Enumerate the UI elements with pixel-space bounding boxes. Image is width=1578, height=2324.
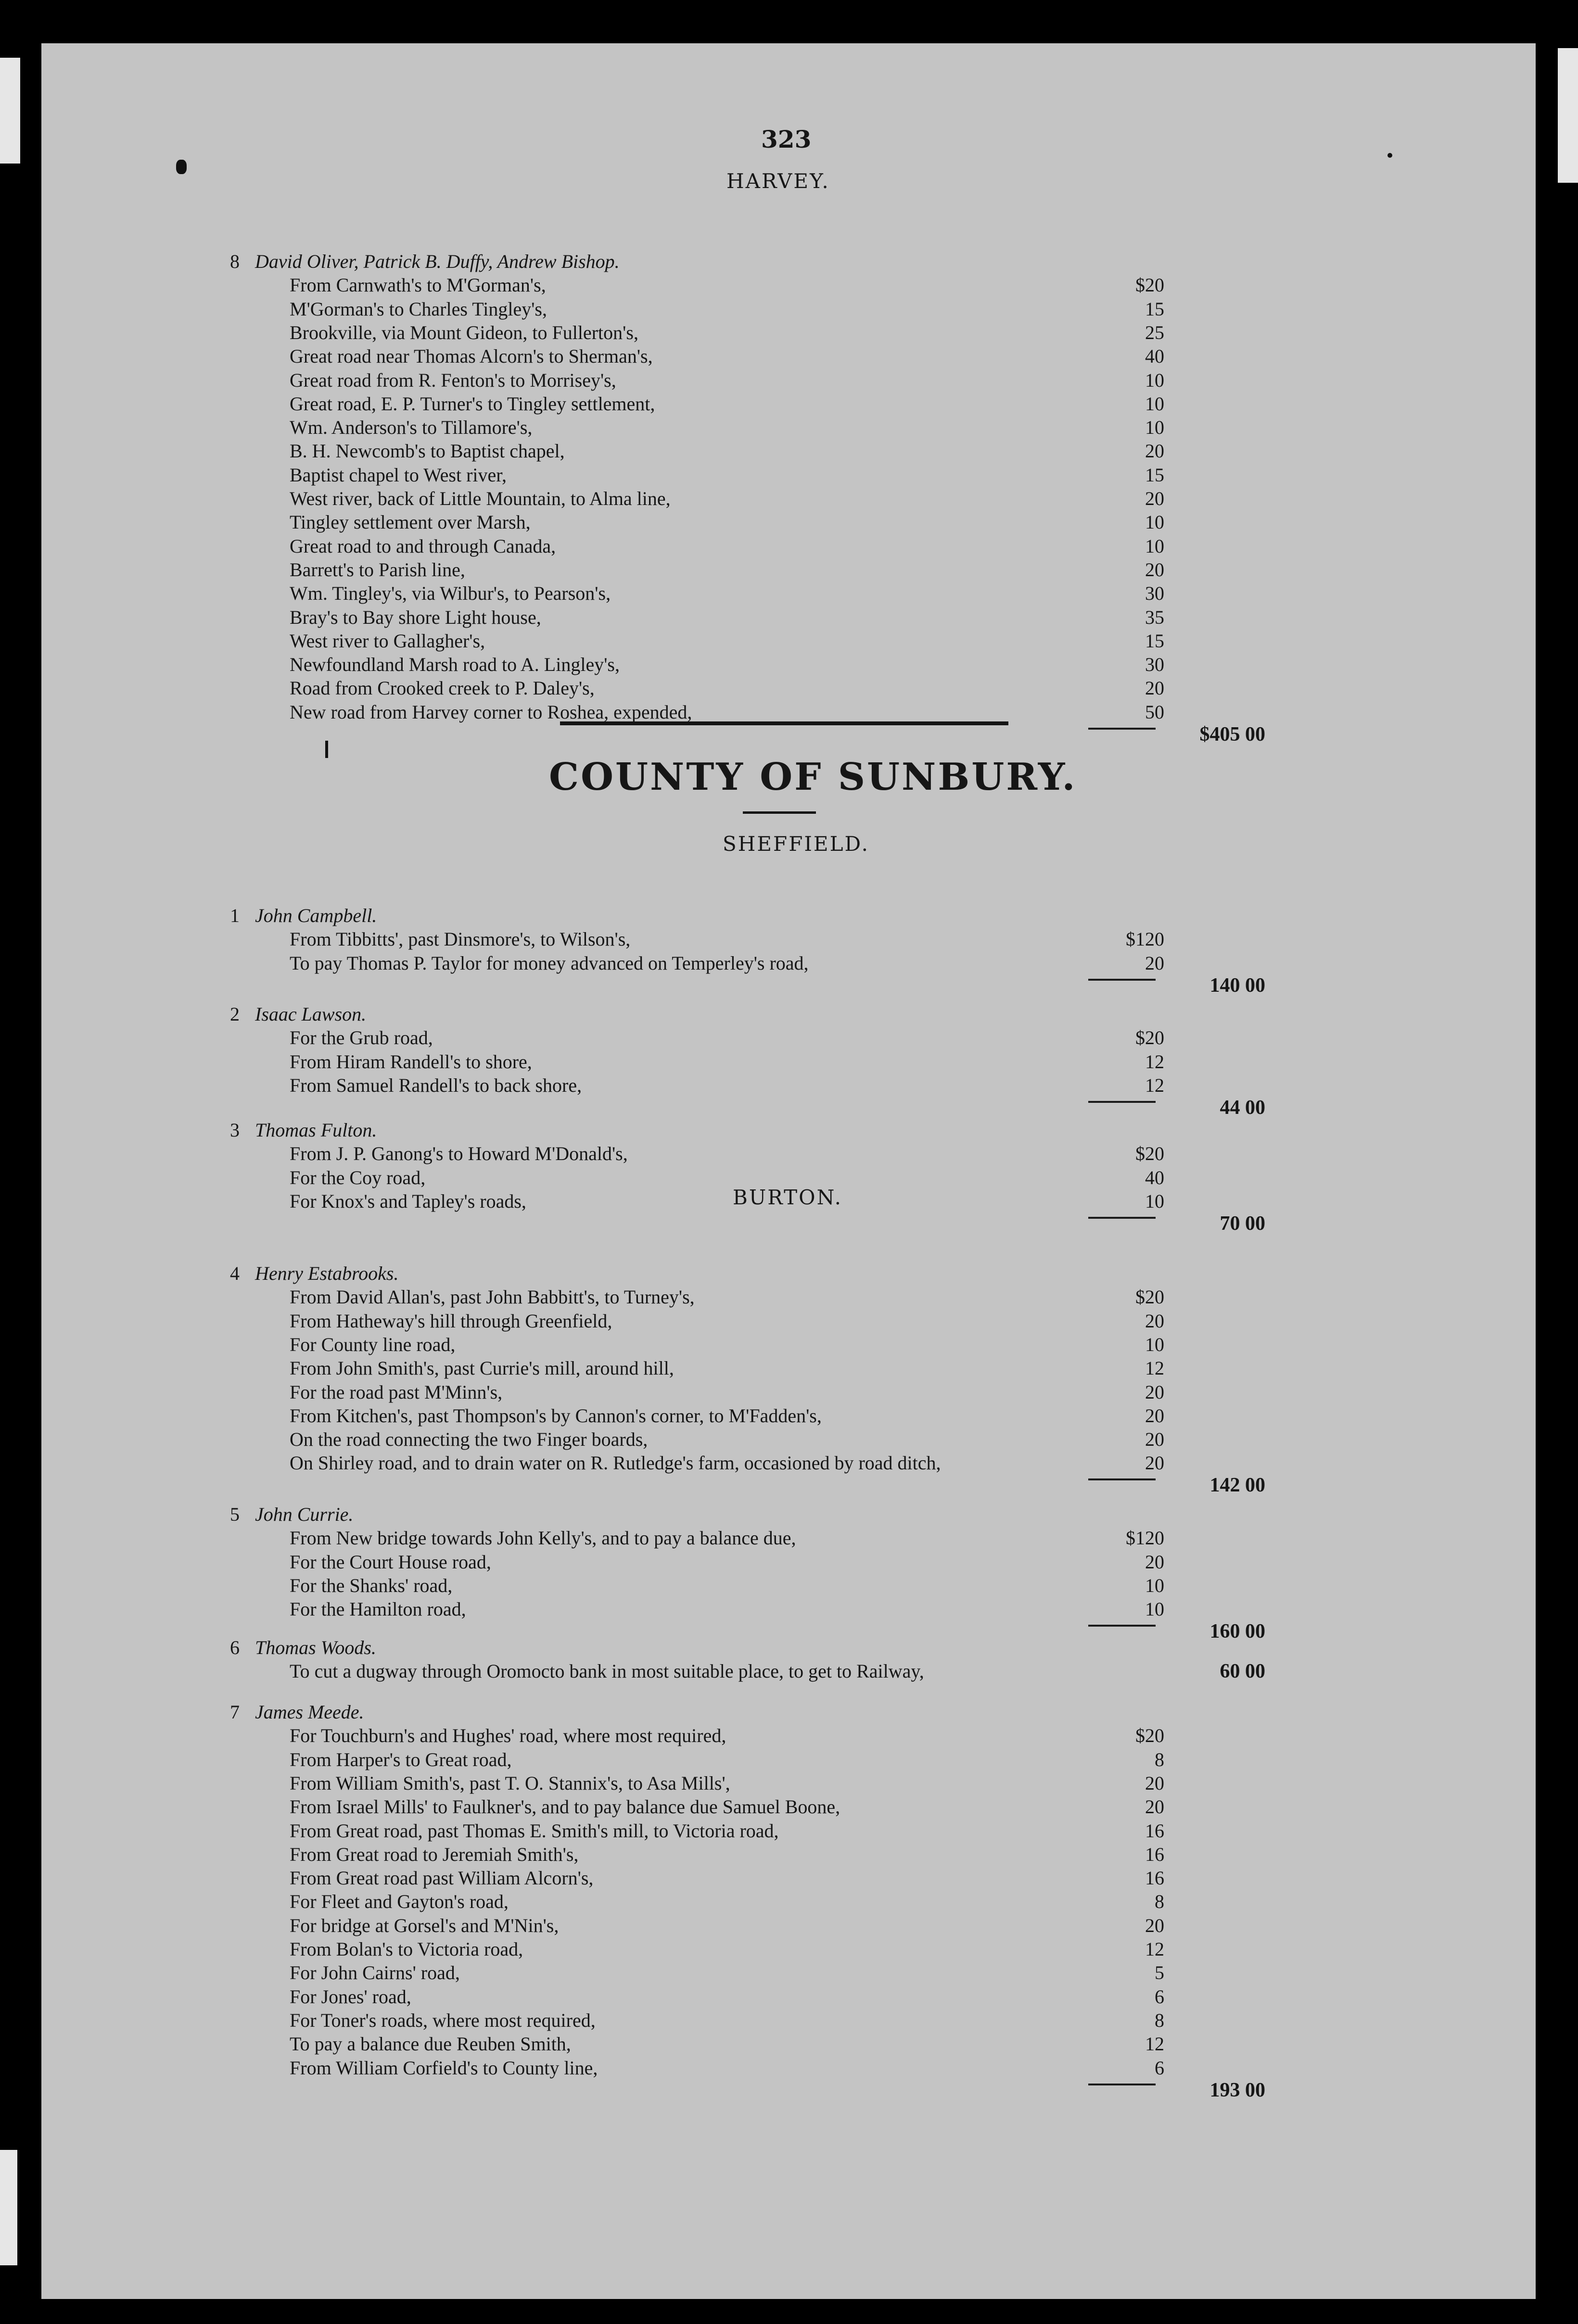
document-page [41, 43, 1536, 2299]
road-item-amount: 30 [1145, 654, 1164, 676]
road-item-description: For County line road, [290, 1333, 456, 1355]
road-item-description: From Israel Mills' to Faulkner's, and to pay balance due Samuel Boone, [290, 1796, 840, 1818]
road-item-description: Great road near Thomas Alcorn's to Sherman's, [290, 345, 653, 367]
road-item-amount: 10 [1145, 1574, 1164, 1596]
road-item-description: From Great road to Jeremiah Smith's, [290, 1843, 579, 1865]
road-item-amount: 10 [1145, 417, 1164, 439]
section-heading-harvey: HARVEY. [726, 169, 830, 193]
road-item-description: Brookville, via Mount Gideon, to Fullerton's, [290, 321, 638, 343]
road-item-description: For Jones' road, [290, 1985, 411, 2008]
commissioner-names: Henry Estabrooks. [255, 1263, 399, 1284]
road-item-amount: $20 [1135, 274, 1164, 296]
road-item-description: For the Shanks' road, [290, 1574, 453, 1596]
road-item-amount: 20 [1145, 1428, 1164, 1451]
subtotal-rule [1088, 1625, 1156, 1627]
road-item-description: For Knox's and Tapley's roads, [290, 1190, 526, 1212]
commissioner-names: James Meede. [255, 1701, 364, 1723]
entry-number: 6 [230, 1637, 240, 1658]
section-heading-sheffield: SHEFFIELD. [723, 832, 870, 856]
subtotal-rule [1088, 1217, 1156, 1219]
road-item-amount: 40 [1145, 1166, 1164, 1188]
road-item-description: Great road to and through Canada, [290, 535, 556, 557]
commissioner-names: Isaac Lawson. [255, 1003, 367, 1025]
road-item-description: For the Hamilton road, [290, 1598, 466, 1620]
road-item-amount: 16 [1145, 1843, 1164, 1865]
ink-blot [176, 160, 187, 174]
road-item-description: On Shirley road, and to drain water on R. Rutledge's farm, occasioned by road ditch, [290, 1452, 941, 1474]
road-item-amount: 20 [1145, 440, 1164, 462]
entry-total: 140 00 [1209, 974, 1265, 997]
road-item-description: From William Corfield's to County line, [290, 2057, 598, 2079]
entry-number: 8 [230, 251, 240, 272]
road-item-amount: 10 [1145, 1333, 1164, 1355]
subtotal-rule [1088, 2084, 1156, 2085]
road-item-amount: $20 [1135, 1286, 1164, 1308]
road-item-amount: 20 [1145, 952, 1164, 974]
road-item-description: Baptist chapel to West river, [290, 464, 507, 486]
road-item-description: Great road, E. P. Turner's to Tingley settlement, [290, 392, 655, 415]
road-item-amount: 20 [1145, 1404, 1164, 1427]
commissioner-names: Thomas Fulton. [255, 1119, 377, 1141]
road-item-description: For the Coy road, [290, 1166, 426, 1188]
subtotal-rule [1088, 979, 1156, 981]
road-item-amount: $20 [1135, 1725, 1164, 1747]
entry-number: 7 [230, 1701, 240, 1723]
road-item-amount: 12 [1145, 1074, 1164, 1096]
road-item-amount: 15 [1145, 298, 1164, 320]
road-item-amount: 10 [1145, 1190, 1164, 1212]
road-item-description: From Bolan's to Victoria road, [290, 1938, 523, 1960]
road-item-amount: $120 [1126, 928, 1164, 950]
entry-number: 1 [230, 905, 240, 926]
road-item-description: West river, back of Little Mountain, to Alma line, [290, 488, 671, 509]
road-item-description: From Kitchen's, past Thompson's by Cannon's corner, to M'Fadden's, [290, 1404, 822, 1427]
road-item-amount: 20 [1145, 677, 1164, 699]
road-item-description: Tingley settlement over Marsh, [290, 511, 531, 533]
commissioner-names: David Oliver, Patrick B. Duffy, Andrew Bishop. [255, 251, 620, 272]
road-item-description: From Tibbitts', past Dinsmore's, to Wilson's, [290, 928, 631, 950]
road-item-description: Great road from R. Fenton's to Morrisey's, [290, 369, 616, 391]
commissioner-names: John Campbell. [255, 905, 377, 926]
road-item-description: B. H. Newcomb's to Baptist chapel, [290, 440, 565, 462]
road-item-description: Barrett's to Parish line, [290, 558, 465, 581]
road-item-description: For the Grub road, [290, 1027, 433, 1049]
road-item-description: Wm. Tingley's, via Wilbur's, to Pearson's, [290, 582, 611, 605]
road-item-description: Newfoundland Marsh road to A. Lingley's, [290, 654, 620, 676]
road-item-description: To pay a balance due Reuben Smith, [290, 2033, 571, 2055]
road-item-amount: 35 [1145, 606, 1164, 628]
road-item-amount: $20 [1135, 1143, 1164, 1165]
road-item-description: From Great road past William Alcorn's, [290, 1867, 594, 1889]
commissioner-names: Thomas Woods. [255, 1637, 376, 1658]
road-item-amount: 12 [1145, 1357, 1164, 1379]
road-item-description: To cut a dugway through Oromocto bank in most suitable place, to get to Railway, [290, 1660, 924, 1682]
county-heading: COUNTY OF SUNBURY. [549, 755, 1077, 799]
entry-total: 160 00 [1209, 1620, 1265, 1643]
road-item-amount: 10 [1145, 535, 1164, 557]
entry-total: 193 00 [1209, 2079, 1265, 2101]
road-item-description: For bridge at Gorsel's and M'Nin's, [290, 1914, 559, 1936]
entry-total: 142 00 [1209, 1474, 1265, 1497]
road-item-amount: 15 [1145, 464, 1164, 486]
road-item-amount: 40 [1145, 345, 1164, 367]
road-item-amount: 10 [1145, 392, 1164, 415]
road-item-description: From William Smith's, past T. O. Stannix's, to Asa Mills', [290, 1772, 730, 1794]
road-item-description: Road from Crooked creek to P. Daley's, [290, 677, 595, 699]
scan-edge-tab [0, 58, 20, 164]
road-item-description: New road from Harvey corner to Roshea, expended, [290, 701, 692, 723]
road-item-amount: 10 [1145, 1598, 1164, 1620]
road-item-amount: 20 [1145, 1310, 1164, 1332]
road-item-amount: 8 [1155, 1748, 1164, 1770]
road-item-description: For the Court House road, [290, 1551, 491, 1573]
road-item-amount: 20 [1145, 1381, 1164, 1403]
road-item-description: From New bridge towards John Kelly's, and to pay a balance due, [290, 1527, 796, 1549]
road-item-description: For John Cairns' road, [290, 1962, 460, 1984]
road-item-amount: 25 [1145, 321, 1164, 343]
road-item-amount: 16 [1145, 1867, 1164, 1889]
scan-edge-tab [0, 2150, 17, 2265]
road-item-amount: 10 [1145, 511, 1164, 533]
road-item-description: From Hiram Randell's to shore, [290, 1050, 532, 1073]
road-item-description: From Hatheway's hill through Greenfield, [290, 1310, 612, 1332]
road-item-amount: 15 [1145, 630, 1164, 652]
road-item-amount: 12 [1145, 1050, 1164, 1073]
road-item-description: From Harper's to Great road, [290, 1748, 512, 1770]
road-item-amount: 6 [1155, 2057, 1164, 2079]
entry-total: 70 00 [1220, 1212, 1265, 1235]
road-item-description: Wm. Anderson's to Tillamore's, [290, 417, 533, 439]
road-item-amount: 16 [1145, 1819, 1164, 1842]
road-item-amount: $20 [1135, 1027, 1164, 1049]
ink-mark [325, 741, 328, 758]
entry-number: 5 [230, 1503, 240, 1525]
road-item-description: From Carnwath's to M'Gorman's, [290, 274, 546, 296]
road-item-description: From Great road, past Thomas E. Smith's mill, to Victoria road, [290, 1819, 779, 1842]
road-item-description: From David Allan's, past John Babbitt's, to Turney's, [290, 1286, 695, 1308]
road-item-description: From John Smith's, past Currie's mill, around hill, [290, 1357, 674, 1379]
road-item-description: For Toner's roads, where most required, [290, 2009, 596, 2031]
entry-number: 4 [230, 1263, 240, 1284]
road-item-description: From J. P. Ganong's to Howard M'Donald's, [290, 1143, 628, 1165]
road-item-amount: 8 [1155, 1891, 1164, 1913]
entry-total: $405 00 [1199, 723, 1265, 745]
page-number: 323 [761, 125, 812, 153]
road-item-description: For the road past M'Minn's, [290, 1381, 503, 1403]
road-item-description: For Fleet and Gayton's road, [290, 1891, 509, 1913]
road-item-description: West river to Gallagher's, [290, 630, 485, 652]
entry-total: 60 00 [1220, 1660, 1265, 1683]
road-item-amount: 20 [1145, 488, 1164, 509]
road-item-amount: 20 [1145, 1551, 1164, 1573]
road-item-amount: 5 [1155, 1962, 1164, 1984]
road-item-amount: 10 [1145, 369, 1164, 391]
subtotal-rule [1088, 728, 1156, 730]
road-item-amount: 20 [1145, 1796, 1164, 1818]
road-item-amount: $120 [1126, 1527, 1164, 1549]
road-item-amount: 6 [1155, 1985, 1164, 2008]
county-underline [743, 811, 816, 814]
entry-number: 3 [230, 1119, 240, 1141]
road-item-amount: 20 [1145, 1914, 1164, 1936]
road-item-amount: 8 [1155, 2009, 1164, 2031]
road-item-amount: 20 [1145, 1452, 1164, 1474]
road-item-amount: 20 [1145, 558, 1164, 581]
section-heading-burton: BURTON. [733, 1186, 843, 1209]
commissioner-names: John Currie. [255, 1503, 354, 1525]
road-item-description: To pay Thomas P. Taylor for money advanced on Temperley's road, [290, 952, 809, 974]
road-item-amount: 20 [1145, 1772, 1164, 1794]
scan-edge-tab [1558, 48, 1578, 183]
road-item-description: From Samuel Randell's to back shore, [290, 1074, 582, 1096]
road-item-description: Bray's to Bay shore Light house, [290, 606, 541, 628]
road-item-description: For Touchburn's and Hughes' road, where most required, [290, 1725, 726, 1747]
road-item-description: On the road connecting the two Finger boards, [290, 1428, 648, 1451]
ink-mark [1387, 153, 1392, 158]
entry-total: 44 00 [1220, 1096, 1265, 1119]
road-item-amount: 12 [1145, 2033, 1164, 2055]
entry-number: 2 [230, 1003, 240, 1025]
road-item-amount: 12 [1145, 1938, 1164, 1960]
subtotal-rule [1088, 1101, 1156, 1103]
road-item-description: M'Gorman's to Charles Tingley's, [290, 298, 547, 320]
subtotal-rule [1088, 1478, 1156, 1480]
road-item-amount: 50 [1145, 701, 1164, 723]
road-item-amount: 30 [1145, 582, 1164, 605]
